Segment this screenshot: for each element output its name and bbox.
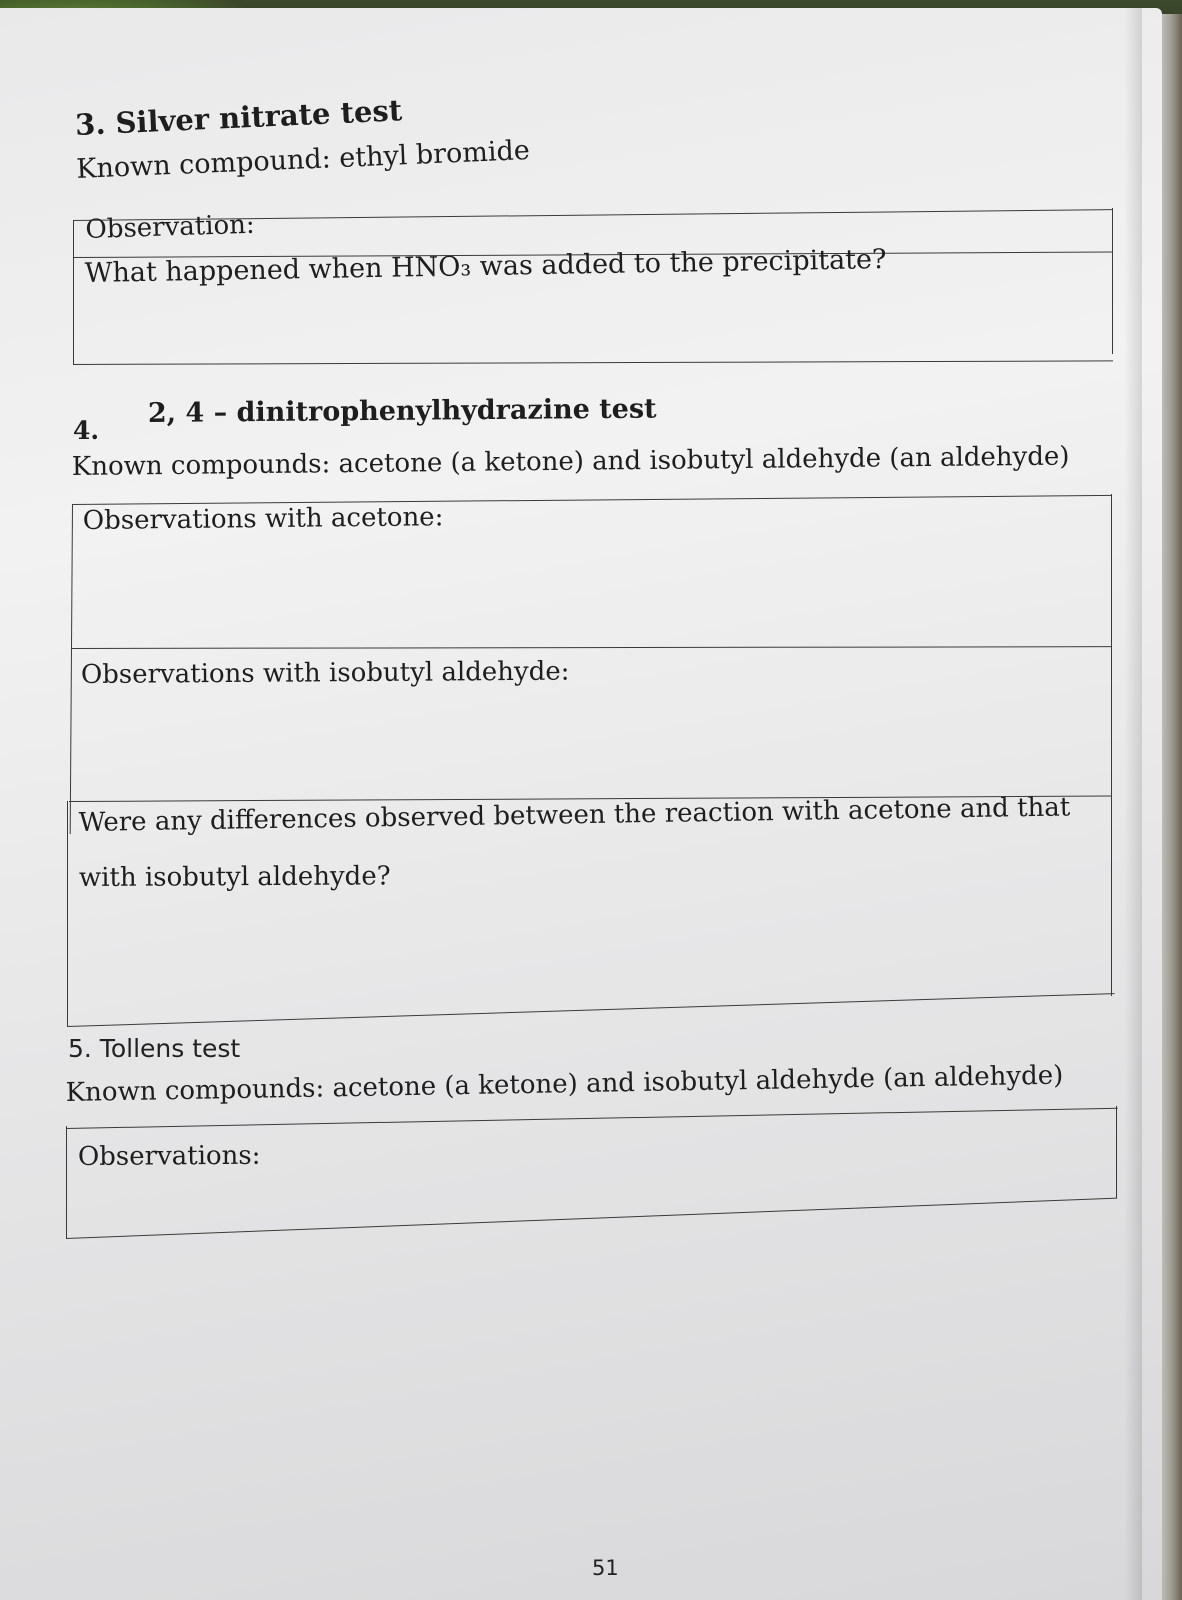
section-4-heading: 2, 4 – dinitrophenylhydrazine test [147, 393, 657, 429]
section-3-known-compound: Known compound: ethyl bromide [75, 135, 531, 185]
page-number: 51 [592, 1556, 619, 1580]
table-4-bottom-border [67, 993, 1115, 1027]
section-4-number: 4. [73, 416, 100, 445]
table-3-bottom-border [73, 360, 1113, 365]
table-5-bottom-border [66, 1198, 1117, 1239]
hno3-question: What happened when HNO₃ was added to the precipitate? [84, 244, 887, 289]
observation-label: Observation: [85, 209, 256, 245]
bleed-through-text [860, 123, 869, 156]
observations-acetone-label: Observations with acetone: [82, 502, 444, 536]
section-4-known-compounds: Known compounds: acetone (a ketone) and isobutyl aldehyde (an aldehyde) [71, 441, 1070, 482]
table-5-top-border [66, 1108, 1118, 1129]
differences-question-line-2: with isobutyl aldehyde? [78, 861, 391, 893]
workbook-page [0, 8, 1162, 1600]
section-3-heading: 3. Silver nitrate test [74, 93, 403, 142]
book-page-edge [1162, 14, 1182, 1600]
differences-question-line-1: Were any differences observed between the reaction with acetone and that [78, 792, 1071, 838]
section-5-known-compounds: Known compounds: acetone (a ketone) and isobutyl aldehyde (an aldehyde) [65, 1060, 1064, 1108]
tollens-observations-label: Observations: [77, 1140, 261, 1172]
table-4-divider-1 [72, 646, 1112, 649]
section-5-heading: 5. Tollens test [68, 1034, 241, 1063]
observations-isobutyl-label: Observations with isobutyl aldehyde: [80, 656, 570, 690]
